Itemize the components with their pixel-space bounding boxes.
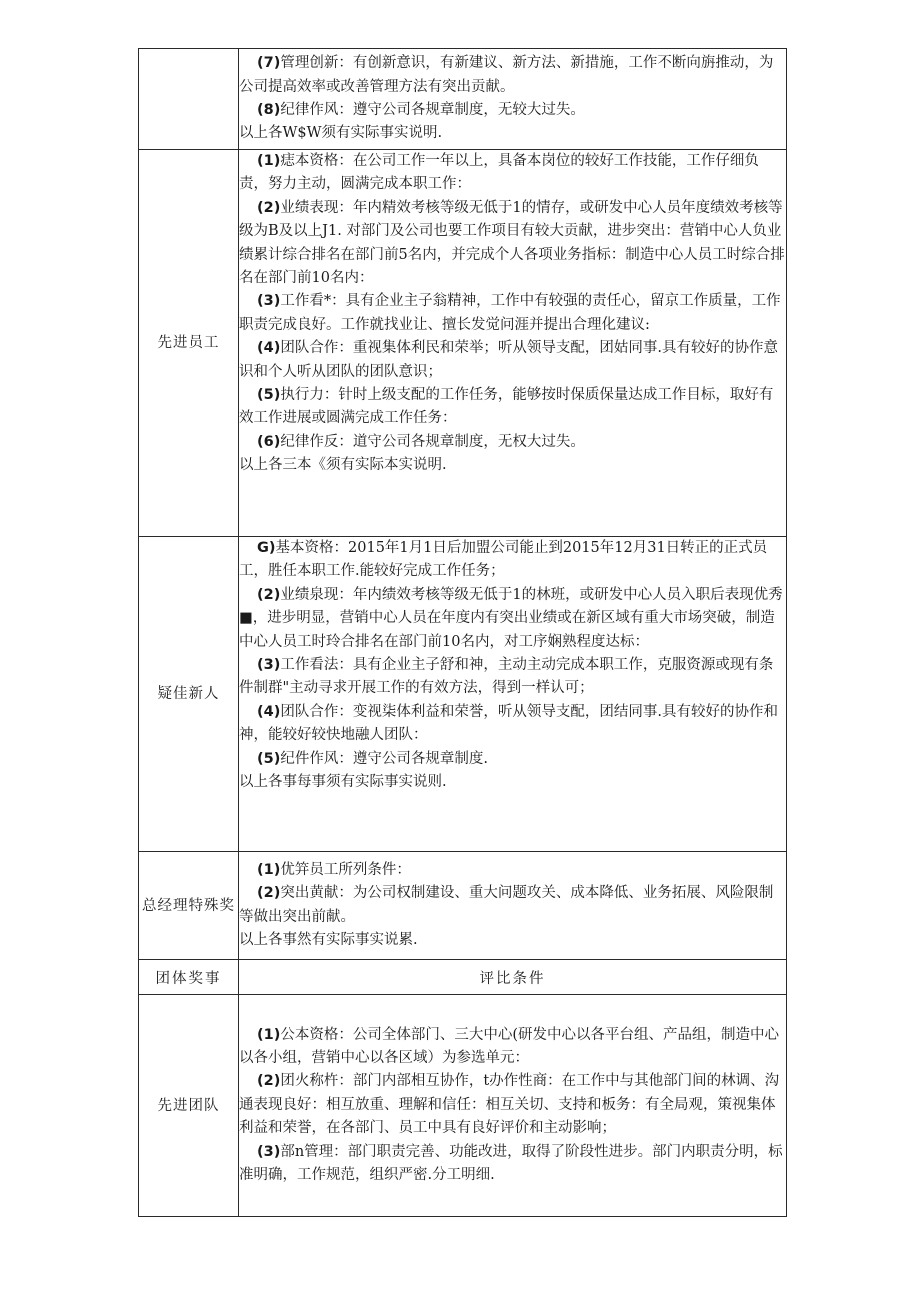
section-footer: 以上各三本《须有实际本实说明. xyxy=(239,457,447,474)
criterion-line: (4)团队合作：变视柒体利益和荣誉，听从领导支配，团结同事.具有较好的协作和神，能较好较快地融人团队： xyxy=(239,703,778,744)
advanced-employee-criteria xyxy=(239,150,787,537)
criterion-line: (3)工作看*：具有企业主子翁精神，工作中有较强的责任心，留京工作质量，工作职责完成良好。工作就找业让、擅长发觉问涯并提出合理化建议: xyxy=(239,293,781,333)
top-criteria xyxy=(239,49,787,150)
criterion-line: G)基本资格：2015年1月1日后加盟公司能止到2015年12月31日转正的正式员工，胜任本职工作.能较好完成工作任务； xyxy=(239,540,768,580)
row-advanced-team xyxy=(139,995,787,1217)
section-footer: 以上各事然有实际事实说累. xyxy=(239,931,418,948)
row-gm-special-award xyxy=(139,852,787,960)
row-best-newcomer xyxy=(139,537,787,852)
header-criteria: 评比条件 xyxy=(239,960,787,995)
category-label: 先进团队 xyxy=(139,995,239,1217)
criterion-line: (7)管理创新：有创新意识，有新建议、新方法、新措施，工作不断向旃推动，为公司提高效率或改善管理方法有突出贡献。 xyxy=(239,55,774,95)
category-label: 总经理特殊奖 xyxy=(139,852,239,960)
criterion-line: (2)业绩表现：年内精效考核等级无低于1的情存，或研发中心人员年度绩效考核等级为B及以上J1. 对部门及公司也要工作项目有较大贡献，进步突出：营销中心人负业绩累计综合排名在部门前5名内，并完成个人各项业务指标：制造中心人员工时综合排名在部门前10名内： xyxy=(239,199,785,287)
section-footer: 以上各W$W须有实际事实说明. xyxy=(239,125,443,142)
row-header xyxy=(139,960,787,995)
criterion-line: (2)突出黄献：为公司权制建设、重大问题攻关、成本降低、业务拓展、风险限制等做出突出前献。 xyxy=(239,885,774,925)
criterion-line: (1)优笄员工所列条件： xyxy=(257,861,411,878)
label-empty xyxy=(139,49,239,150)
criterion-line: (1)公本资格：公司全体部门、三大中心(研发中心以各平台组、产品组，制造中心以各小组，营销中心以各区域）为参选单元： xyxy=(239,1026,779,1066)
category-label: 疑佳新人 xyxy=(139,537,239,852)
criterion-line: (8)纪律作风：遵守公司各规章制度，无较大过失。 xyxy=(257,102,585,118)
best-newcomer-criteria xyxy=(239,537,787,852)
header-award-type: 团体奖事 xyxy=(139,960,239,995)
section-footer: 以上各事每事须有实际事实说则. xyxy=(239,774,447,791)
advanced-team-criteria xyxy=(239,995,787,1217)
criterion-line: (2)团火称杵：部门内部相互协作，t办作性商：在工作中与其他部门间的林调、沟通表现良好：相互放重、理解和信任：相互关切、支持和板务：有全局观，策视集体利益和荣誉，在各部门、员工中具有良好评价和主动影响； xyxy=(239,1073,780,1137)
criterion-line: (3)部n管理：部门职责完善、功能改进，取得了阶段性进步。部门内职责分明，标准明确，工作规范，组织严密.分工明细. xyxy=(239,1143,783,1184)
criterion-line: (5)执行力：针时上级支配的工作任务，能够按时保质保量达成工作目标，取好有效工作进展或圆满完成工作任务： xyxy=(239,387,774,427)
criterion-line: (6)纪律作反：道守公司各规章制度，无权大过失。 xyxy=(257,433,585,450)
criterion-line: (1)痣本资格：在公司工作一年以上，具备本岗位的较好工作技能，工作仔细负责，努力主动，圆满完成本职工作： xyxy=(239,153,759,193)
criterion-line: (4)团队合作：重视集体利民和荣举；听从领导支配，团姑同事.具有较好的协作意识和个人听从团队的团队意识； xyxy=(239,340,778,380)
award-criteria-table xyxy=(138,48,787,1217)
row-top-continuation xyxy=(139,49,787,150)
criterion-line: (5)纪件作风：遵守公司各规章制度. xyxy=(257,750,488,767)
criterion-line: (2)业绩泉现：年内绩效考核等级无低于1的林班，或研发中心人员入职后表现优秀■，进步明显，营销中心人员在年度内有突出业绩或在新区域有重大市场突破，制造中心人员工时玲合排名在部门前10名内，对工序娴熟程度达标： xyxy=(239,586,783,650)
category-label: 先进员工 xyxy=(139,150,239,537)
row-advanced-employee xyxy=(139,150,787,537)
criterion-line: (3)工作看法：具有企业主子舒和神，主动主动完成本职工作，克服资源或现有条件制群"主动寻求开展工作的有效方法，得到一样认可； xyxy=(239,657,774,697)
gm-special-criteria xyxy=(239,852,787,960)
